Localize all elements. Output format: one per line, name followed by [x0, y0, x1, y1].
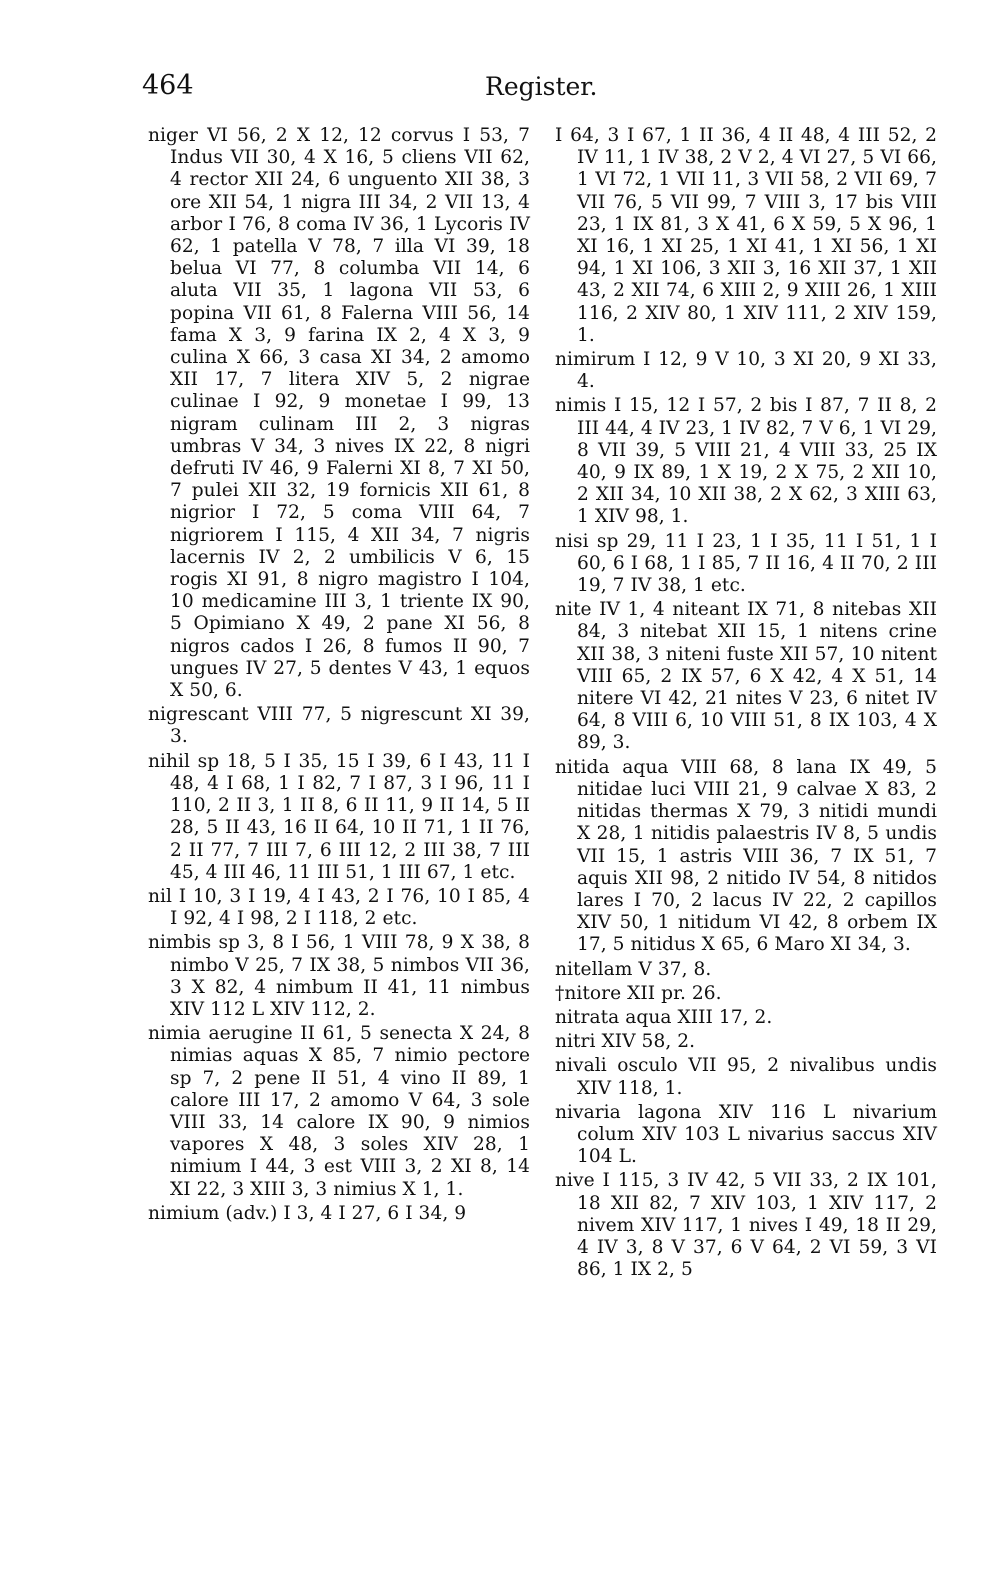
index-entry: nimbis sp 3, 8 I 56, 1 VIII 78, 9 X 38, 8 nimbo V 25, 7 IX 38, 5 nimbos VII 36, 3 X 82, 4 nimbum II 41, 11 nimbus XIV 112 L XIV 112, 2. — [148, 932, 530, 1020]
index-entry: nil I 10, 3 I 19, 4 I 43, 2 I 76, 10 I 85, 4 I 92, 4 I 98, 2 I 118, 2 etc. — [148, 885, 530, 930]
index-entry: nive I 115, 3 IV 42, 5 VII 33, 2 IX 101, 18 XII 82, 7 XIV 103, 1 XIV 117, 2 nivem XIV 117, 1 nives I 49, 18 II 29, 4 IV 3, 8 V 37, 6 V 64, 2 VI 59, 3 VI 86, 1 IX 2, 5 — [555, 1170, 937, 1281]
page-header — [140, 62, 930, 108]
index-entry: nivali osculo VII 95, 2 nivalibus undis XIV 118, 1. — [555, 1055, 937, 1099]
index-entry: nimia aerugine II 61, 5 senecta X 24, 8 nimias aquas X 85, 7 nimio pectore sp 7, 2 pene II 51, 4 vino II 89, 1 calore III 17, 2 amomo V 64, 3 sole VIII 33, 14 calore IX 90, 9 nimios vapores X 48, 3 soles XIV 28, 1 nimium I 44, 3 est VIII 3, 2 XI 8, 14 XI 22, 3 XIII 3, 3 nimius X 1, 1. — [148, 1023, 530, 1200]
index-entry: nitrata aqua XIII 17, 2. — [555, 1006, 773, 1028]
index-entry: nitida aqua VIII 68, 8 lana IX 49, 5 nitidae luci VIII 21, 9 calvae X 83, 2 nitidas thermas X 79, 3 nitidi mundi X 28, 1 nitidis palaestris IV 8, 5 undis VII 15, 1 astris VIII 36, 7 IX 51, 7 aquis XII 98, 2 nitido IV 54, 8 nitidos lares I 70, 2 lacus IV 22, 2 capillos XIV 50, 1 nitidum VI 42, 8 orbem IX 17, 5 nitidus X 65, 6 Maro XI 34, 3. — [555, 756, 937, 956]
index-entry: nite IV 1, 4 niteant IX 71, 8 nitebas XII 84, 3 nitebat XII 15, 1 nitens crine XII 38, 3 niteni fuste XII 57, 10 nitent VIII 65, 2 IX 57, 6 X 42, 4 X 51, 14 nitere VI 42, 21 nites V 23, 6 nitet IV 64, 8 VIII 6, 10 VIII 51, 8 IX 103, 4 X 89, 3. — [555, 599, 937, 754]
running-title: Register. — [485, 72, 598, 101]
index-entry: I 64, 3 I 67, 1 II 36, 4 II 48, 4 III 52, 2 IV 11, 1 IV 38, 2 V 2, 4 VI 27, 5 VI 66, 1 VI 72, 1 VII 11, 3 VII 58, 2 VII 69, 7 VII 76, 5 VII 99, 7 VIII 3, 17 bis VIII 23, 1 IX 81, 3 X 41, 6 X 59, 5 X 96, 1 XI 16, 1 XI 25, 1 XI 41, 1 XI 56, 1 XI 94, 1 XI 106, 3 XII 3, 16 XII 37, 1 XII 43, 2 XII 74, 6 XIII 2, 9 XIII 26, 1 XIII 116, 2 XIV 80, 1 XIV 111, 2 XIV 159, 1. — [555, 125, 937, 346]
index-entry: †nitore XII pr. 26. — [555, 982, 722, 1004]
index-entry: nivaria lagona XIV 116 L nivarium colum XIV 103 L nivarius saccus XIV 104 L. — [555, 1101, 937, 1168]
index-entry: nigrescant VIII 77, 5 nigrescunt XI 39, 3. — [148, 704, 530, 748]
index-entry: nimirum I 12, 9 V 10, 3 XI 20, 9 XI 33, 4. — [555, 349, 937, 393]
page-number: 464 — [142, 70, 194, 101]
index-entry: nihil sp 18, 5 I 35, 15 I 39, 6 I 43, 11 I 48, 4 I 68, 1 I 82, 7 I 87, 3 I 96, 11 I 110, 2 II 3, 1 II 8, 6 II 11, 9 II 14, 5 II 28, 5 II 43, 16 II 64, 10 II 71, 1 II 76, 2 II 77, 7 III 7, 6 III 12, 2 III 38, 7 III 45, 4 III 46, 11 III 51, 1 III 67, 1 etc. — [148, 750, 530, 883]
index-entry: niger VI 56, 2 X 12, 12 corvus I 53, 7 Indus VII 30, 4 X 16, 5 cliens VII 62, 4 rector XII 24, 6 unguento XII 38, 3 ore XII 54, 1 nigra III 34, 2 VII 13, 4 arbor I 76, 8 coma IV 36, 1 Lycoris IV 62, 1 patella V 78, 7 illa VI 39, 18 belua VI 77, 8 columba VII 14, 6 aluta VII 35, 1 lagona VII 53, 6 popina VII 61, 8 Falerna VIII 56, 14 fama X 3, 9 farina IX 2, 4 X 3, 9 culina X 66, 3 casa XI 34, 2 amomo XII 17, 7 litera XIV 5, 2 nigrae culinae I 92, 9 monetae I 99, 13 nigram culinam III 2, 3 nigras umbras V 34, 3 nives IX 22, 8 nigri defruti IV 46, 9 Falerni XI 8, 7 XI 50, 7 pulei XII 32, 19 fornicis XII 61, 8 nigrior I 72, 5 coma VIII 64, 7 nigriorem I 115, 4 XII 34, 7 nigris lacernis IV 2, 2 umbilicis V 6, 15 rogis XI 91, 8 nigro magistro I 104, 10 medicamine III 3, 1 triente IX 90, 5 Opimiano X 49, 2 pane XI 56, 8 nigros cados I 26, 8 fumos II 90, 7 ungues IV 27, 5 dentes V 43, 1 equos X 50, 6. — [148, 125, 530, 702]
index-entry: nisi sp 29, 11 I 23, 1 I 35, 11 I 51, 1 I 60, 6 I 68, 1 I 85, 7 II 16, 4 II 70, 2 III 19, 7 IV 38, 1 etc. — [555, 530, 937, 597]
index-entry: nimis I 15, 12 I 57, 2 bis I 87, 7 II 8, 2 III 44, 4 IV 23, 1 IV 82, 7 V 6, 1 VI 29, 8 VII 39, 5 VIII 21, 4 VIII 33, 25 IX 40, 9 IX 89, 1 X 19, 2 X 75, 2 XII 10, 2 XII 34, 10 XII 38, 2 X 62, 3 XIII 63, 1 XIV 98, 1. — [555, 395, 938, 528]
index-entry: nitri XIV 58, 2. — [555, 1031, 696, 1053]
index-entry: nimium (adv.) I 3, 4 I 27, 6 I 34, 9 — [148, 1202, 467, 1224]
right-column — [555, 125, 937, 1283]
left-column — [148, 125, 530, 1227]
index-entry: nitellam V 37, 8. — [555, 958, 712, 980]
